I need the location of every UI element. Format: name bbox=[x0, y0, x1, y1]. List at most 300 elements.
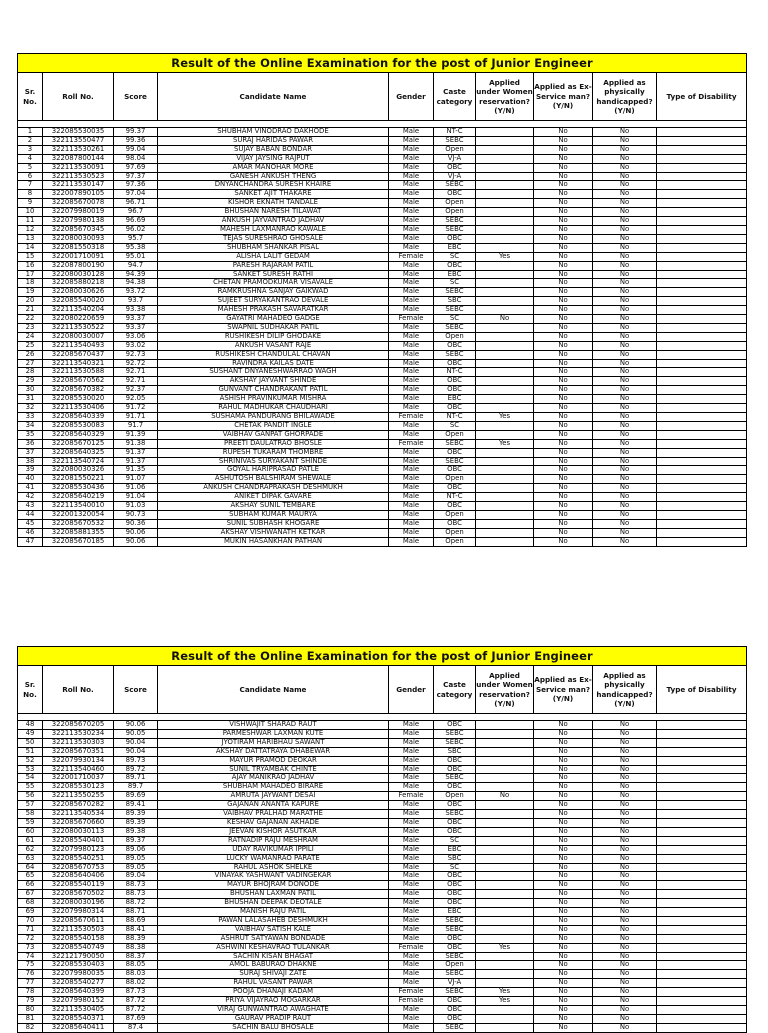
cell-sr-no: 60 bbox=[18, 827, 43, 836]
table-row bbox=[18, 172, 747, 181]
cell-exservice: No bbox=[534, 359, 593, 368]
cell-disability bbox=[657, 145, 747, 154]
cell-score: 88.73 bbox=[114, 881, 158, 890]
cell-sr-no: 15 bbox=[18, 252, 43, 261]
cell-candidate-name: MAHESH LAXMANRAO KAWALE bbox=[158, 225, 389, 234]
cell-gender: Male bbox=[389, 510, 434, 519]
cell-exservice: No bbox=[534, 190, 593, 199]
cell-exservice: No bbox=[534, 943, 593, 952]
cell-disability bbox=[657, 1014, 747, 1023]
cell-ph: No bbox=[593, 261, 657, 270]
cell-roll-no: 322085540371 bbox=[43, 1014, 114, 1023]
col-header-score: Score bbox=[114, 73, 158, 121]
cell-women bbox=[476, 872, 534, 881]
cell-gender: Male bbox=[389, 297, 434, 306]
cell-ph: No bbox=[593, 818, 657, 827]
cell-women bbox=[476, 404, 534, 413]
cell-women: No bbox=[476, 792, 534, 801]
cell-sr-no: 34 bbox=[18, 421, 43, 430]
cell-gender: Male bbox=[389, 729, 434, 738]
cell-score: 87.4 bbox=[114, 1023, 158, 1032]
cell-disability bbox=[657, 332, 747, 341]
cell-candidate-name: JYOTIRAM HARIBHAU SAWANT bbox=[158, 738, 389, 747]
cell-gender: Male bbox=[389, 854, 434, 863]
cell-women bbox=[476, 502, 534, 511]
cell-exservice: No bbox=[534, 208, 593, 217]
cell-candidate-name: RAHUL VASANT PAWAR bbox=[158, 979, 389, 988]
table-row bbox=[18, 181, 747, 190]
cell-women bbox=[476, 836, 534, 845]
cell-roll-no: 322079980123 bbox=[43, 845, 114, 854]
cell-disability bbox=[657, 872, 747, 881]
table-row bbox=[18, 1006, 747, 1015]
cell-gender: Male bbox=[389, 721, 434, 730]
cell-ph: No bbox=[593, 738, 657, 747]
cell-women bbox=[476, 747, 534, 756]
cell-candidate-name: PARMESHWAR LAXMAN KUTE bbox=[158, 729, 389, 738]
cell-caste: SEBC bbox=[434, 439, 476, 448]
cell-ph: No bbox=[593, 377, 657, 386]
col-header-ph: Applied as physically handicapped? (Y/N) bbox=[593, 666, 657, 714]
cell-gender: Male bbox=[389, 350, 434, 359]
cell-ph: No bbox=[593, 243, 657, 252]
cell-candidate-name: RUPESH TUKARAM THOMBRE bbox=[158, 448, 389, 457]
cell-disability bbox=[657, 377, 747, 386]
cell-ph: No bbox=[593, 439, 657, 448]
col-header-sr-no: Sr. No. bbox=[18, 73, 43, 121]
table-row bbox=[18, 502, 747, 511]
cell-candidate-name: SURAJ HARIDAS PAWAR bbox=[158, 136, 389, 145]
cell-gender: Male bbox=[389, 519, 434, 528]
cell-gender: Male bbox=[389, 765, 434, 774]
cell-roll-no: 322001710037 bbox=[43, 774, 114, 783]
cell-disability bbox=[657, 979, 747, 988]
cell-women: Yes bbox=[476, 439, 534, 448]
cell-caste: OBC bbox=[434, 801, 476, 810]
cell-exservice: No bbox=[534, 404, 593, 413]
cell-women bbox=[476, 368, 534, 377]
cell-ph: No bbox=[593, 332, 657, 341]
cell-sr-no: 50 bbox=[18, 738, 43, 747]
cell-exservice: No bbox=[534, 252, 593, 261]
table-row bbox=[18, 261, 747, 270]
cell-ph: No bbox=[593, 234, 657, 243]
cell-caste: OBC bbox=[434, 377, 476, 386]
cell-caste: OBC bbox=[434, 890, 476, 899]
cell-women bbox=[476, 261, 534, 270]
cell-women bbox=[476, 181, 534, 190]
cell-candidate-name: POOJA DHANAJI KADAM bbox=[158, 988, 389, 997]
cell-gender: Male bbox=[389, 199, 434, 208]
cell-sr-no: 76 bbox=[18, 970, 43, 979]
table-row bbox=[18, 315, 747, 324]
cell-caste: NT-C bbox=[434, 128, 476, 137]
col-header-women: Applied under Women reservation? (Y/N) bbox=[476, 666, 534, 714]
cell-caste: Open bbox=[434, 208, 476, 217]
cell-disability bbox=[657, 890, 747, 899]
cell-sr-no: 6 bbox=[18, 172, 43, 181]
cell-women bbox=[476, 729, 534, 738]
cell-caste: OBC bbox=[434, 943, 476, 952]
cell-roll-no: 322080220659 bbox=[43, 315, 114, 324]
cell-exservice: No bbox=[534, 448, 593, 457]
cell-disability bbox=[657, 756, 747, 765]
cell-score: 89.41 bbox=[114, 801, 158, 810]
cell-gender: Male bbox=[389, 154, 434, 163]
table-row bbox=[18, 934, 747, 943]
table-row bbox=[18, 430, 747, 439]
cell-women: Yes bbox=[476, 988, 534, 997]
col-header-exservice: Applied as Ex-Service man? (Y/N) bbox=[534, 73, 593, 121]
cell-caste: VJ-A bbox=[434, 172, 476, 181]
table-row bbox=[18, 729, 747, 738]
cell-disability bbox=[657, 439, 747, 448]
cell-sr-no: 32 bbox=[18, 404, 43, 413]
cell-caste: VJ-A bbox=[434, 979, 476, 988]
cell-roll-no: 322085670532 bbox=[43, 519, 114, 528]
cell-gender: Male bbox=[389, 190, 434, 199]
cell-roll-no: 322085670611 bbox=[43, 916, 114, 925]
cell-women: Yes bbox=[476, 413, 534, 422]
cell-exservice: No bbox=[534, 323, 593, 332]
cell-gender: Male bbox=[389, 466, 434, 475]
cell-women bbox=[476, 279, 534, 288]
cell-ph: No bbox=[593, 225, 657, 234]
cell-sr-no: 51 bbox=[18, 747, 43, 756]
col-header-candidate-name: Candidate Name bbox=[158, 666, 389, 714]
cell-candidate-name: AKSHAY JAYVANT SHINDE bbox=[158, 377, 389, 386]
cell-candidate-name: SUBHAM KUMAR MAURYA bbox=[158, 510, 389, 519]
cell-gender: Male bbox=[389, 916, 434, 925]
table-row bbox=[18, 774, 747, 783]
cell-exservice: No bbox=[534, 756, 593, 765]
cell-roll-no: 322113540724 bbox=[43, 457, 114, 466]
cell-gender: Male bbox=[389, 774, 434, 783]
cell-caste: SEBC bbox=[434, 810, 476, 819]
table-row bbox=[18, 863, 747, 872]
cell-sr-no: 39 bbox=[18, 466, 43, 475]
cell-women bbox=[476, 801, 534, 810]
table-row bbox=[18, 961, 747, 970]
cell-caste: SEBC bbox=[434, 729, 476, 738]
cell-roll-no: 322085640325 bbox=[43, 448, 114, 457]
cell-roll-no: 322085670345 bbox=[43, 225, 114, 234]
cell-roll-no: 322085540401 bbox=[43, 836, 114, 845]
cell-sr-no: 64 bbox=[18, 863, 43, 872]
cell-disability bbox=[657, 899, 747, 908]
cell-gender: Male bbox=[389, 952, 434, 961]
cell-score: 88.72 bbox=[114, 899, 158, 908]
cell-score: 89.7 bbox=[114, 783, 158, 792]
cell-disability bbox=[657, 818, 747, 827]
cell-roll-no: 322085530436 bbox=[43, 484, 114, 493]
table-row bbox=[18, 836, 747, 845]
cell-exservice: No bbox=[534, 306, 593, 315]
cell-disability bbox=[657, 457, 747, 466]
cell-sr-no: 80 bbox=[18, 1006, 43, 1015]
cell-sr-no: 66 bbox=[18, 881, 43, 890]
cell-sr-no: 70 bbox=[18, 916, 43, 925]
cell-caste: SC bbox=[434, 836, 476, 845]
cell-ph: No bbox=[593, 297, 657, 306]
cell-candidate-name: CHETAK PANDIT INGLE bbox=[158, 421, 389, 430]
cell-caste: OBC bbox=[434, 234, 476, 243]
cell-sr-no: 72 bbox=[18, 934, 43, 943]
cell-sr-no: 53 bbox=[18, 765, 43, 774]
cell-roll-no: 322080030196 bbox=[43, 899, 114, 908]
cell-exservice: No bbox=[534, 961, 593, 970]
col-header-caste: Caste category bbox=[434, 73, 476, 121]
col-header-candidate-name: Candidate Name bbox=[158, 73, 389, 121]
cell-roll-no: 322080030007 bbox=[43, 332, 114, 341]
cell-caste: OBC bbox=[434, 163, 476, 172]
cell-women bbox=[476, 359, 534, 368]
cell-roll-no: 322113540493 bbox=[43, 341, 114, 350]
cell-sr-no: 1 bbox=[18, 128, 43, 137]
cell-exservice: No bbox=[534, 377, 593, 386]
cell-score: 94.39 bbox=[114, 270, 158, 279]
cell-roll-no: 322121790050 bbox=[43, 952, 114, 961]
cell-women bbox=[476, 1023, 534, 1032]
cell-exservice: No bbox=[534, 457, 593, 466]
cell-women bbox=[476, 448, 534, 457]
cell-women: Yes bbox=[476, 252, 534, 261]
cell-sr-no: 5 bbox=[18, 163, 43, 172]
cell-caste: OBC bbox=[434, 359, 476, 368]
cell-caste: SEBC bbox=[434, 1023, 476, 1032]
cell-women: No bbox=[476, 315, 534, 324]
cell-caste: SEBC bbox=[434, 970, 476, 979]
cell-sr-no: 24 bbox=[18, 332, 43, 341]
cell-disability bbox=[657, 765, 747, 774]
cell-women bbox=[476, 145, 534, 154]
cell-caste: OBC bbox=[434, 765, 476, 774]
cell-caste: OBC bbox=[434, 484, 476, 493]
cell-women bbox=[476, 519, 534, 528]
cell-caste: SEBC bbox=[434, 952, 476, 961]
cell-roll-no: 322113540460 bbox=[43, 765, 114, 774]
cell-score: 89.06 bbox=[114, 845, 158, 854]
cell-sr-no: 79 bbox=[18, 997, 43, 1006]
cell-exservice: No bbox=[534, 243, 593, 252]
cell-exservice: No bbox=[534, 145, 593, 154]
cell-score: 96.71 bbox=[114, 199, 158, 208]
table-row bbox=[18, 288, 747, 297]
cell-caste: SEBC bbox=[434, 916, 476, 925]
cell-score: 91.37 bbox=[114, 457, 158, 466]
cell-women bbox=[476, 934, 534, 943]
cell-ph: No bbox=[593, 484, 657, 493]
cell-sr-no: 58 bbox=[18, 810, 43, 819]
table-row bbox=[18, 537, 747, 546]
cell-gender: Male bbox=[389, 528, 434, 537]
cell-sr-no: 37 bbox=[18, 448, 43, 457]
cell-women bbox=[476, 1006, 534, 1015]
cell-caste: OBC bbox=[434, 1014, 476, 1023]
cell-candidate-name: BHUSHAN DEEPAK DEOTALE bbox=[158, 899, 389, 908]
cell-candidate-name: RAMKRUSHNA SANJAY GAIKWAD bbox=[158, 288, 389, 297]
cell-gender: Male bbox=[389, 136, 434, 145]
cell-caste: SEBC bbox=[434, 181, 476, 190]
cell-gender: Female bbox=[389, 252, 434, 261]
cell-candidate-name: SANKET AJIT THAKARE bbox=[158, 190, 389, 199]
col-header-exservice: Applied as Ex-Service man? (Y/N) bbox=[534, 666, 593, 714]
cell-disability bbox=[657, 916, 747, 925]
cell-ph: No bbox=[593, 288, 657, 297]
cell-roll-no: 322085530123 bbox=[43, 783, 114, 792]
cell-sr-no: 10 bbox=[18, 208, 43, 217]
cell-exservice: No bbox=[534, 421, 593, 430]
cell-women bbox=[476, 890, 534, 899]
cell-women bbox=[476, 952, 534, 961]
cell-disability bbox=[657, 493, 747, 502]
cell-roll-no: 322085530403 bbox=[43, 961, 114, 970]
cell-disability bbox=[657, 721, 747, 730]
cell-roll-no: 322001320054 bbox=[43, 510, 114, 519]
cell-disability bbox=[657, 323, 747, 332]
cell-gender: Male bbox=[389, 747, 434, 756]
cell-caste: EBC bbox=[434, 395, 476, 404]
cell-score: 95.38 bbox=[114, 243, 158, 252]
cell-disability bbox=[657, 1006, 747, 1015]
cell-candidate-name: GANESH ANKUSH THENG bbox=[158, 172, 389, 181]
table-row bbox=[18, 145, 747, 154]
cell-exservice: No bbox=[534, 747, 593, 756]
cell-disability bbox=[657, 413, 747, 422]
cell-roll-no: 322079980035 bbox=[43, 970, 114, 979]
cell-ph: No bbox=[593, 457, 657, 466]
table-row bbox=[18, 510, 747, 519]
cell-candidate-name: GAJANAN ANANTA KAPURE bbox=[158, 801, 389, 810]
cell-exservice: No bbox=[534, 413, 593, 422]
cell-caste: EBC bbox=[434, 270, 476, 279]
cell-ph: No bbox=[593, 765, 657, 774]
cell-candidate-name: SHUBHAM SHANKAR PISAL bbox=[158, 243, 389, 252]
cell-score: 92.37 bbox=[114, 386, 158, 395]
cell-score: 93.06 bbox=[114, 332, 158, 341]
cell-roll-no: 322113530303 bbox=[43, 738, 114, 747]
cell-exservice: No bbox=[534, 439, 593, 448]
cell-disability bbox=[657, 484, 747, 493]
cell-women bbox=[476, 899, 534, 908]
cell-score: 91.03 bbox=[114, 502, 158, 511]
cell-caste: OBC bbox=[434, 404, 476, 413]
cell-score: 88.73 bbox=[114, 890, 158, 899]
cell-caste: SEBC bbox=[434, 457, 476, 466]
cell-score: 88.38 bbox=[114, 943, 158, 952]
cell-ph: No bbox=[593, 979, 657, 988]
cell-sr-no: 42 bbox=[18, 493, 43, 502]
cell-caste: OBC bbox=[434, 818, 476, 827]
cell-sr-no: 52 bbox=[18, 756, 43, 765]
cell-roll-no: 322085880218 bbox=[43, 279, 114, 288]
cell-candidate-name: ASHRUT SATYAWAN BONDADE bbox=[158, 934, 389, 943]
table-row bbox=[18, 413, 747, 422]
cell-women bbox=[476, 395, 534, 404]
cell-exservice: No bbox=[534, 721, 593, 730]
cell-women bbox=[476, 172, 534, 181]
cell-sr-no: 49 bbox=[18, 729, 43, 738]
cell-caste: OBC bbox=[434, 721, 476, 730]
cell-gender: Male bbox=[389, 430, 434, 439]
cell-women bbox=[476, 243, 534, 252]
cell-exservice: No bbox=[534, 128, 593, 137]
cell-candidate-name: AMAR MANOHAR MORE bbox=[158, 163, 389, 172]
cell-candidate-name: SHRINIVAS SURYAKANT SHINDE bbox=[158, 457, 389, 466]
cell-ph: No bbox=[593, 252, 657, 261]
cell-roll-no: 322085540277 bbox=[43, 979, 114, 988]
cell-disability bbox=[657, 854, 747, 863]
cell-roll-no: 322087800190 bbox=[43, 261, 114, 270]
table-row bbox=[18, 783, 747, 792]
cell-ph: No bbox=[593, 510, 657, 519]
cell-gender: Male bbox=[389, 332, 434, 341]
cell-ph: No bbox=[593, 908, 657, 917]
table-row bbox=[18, 128, 747, 137]
cell-exservice: No bbox=[534, 1014, 593, 1023]
cell-score: 88.39 bbox=[114, 934, 158, 943]
cell-caste: SEBC bbox=[434, 136, 476, 145]
cell-caste: SC bbox=[434, 252, 476, 261]
cell-women bbox=[476, 493, 534, 502]
cell-gender: Male bbox=[389, 323, 434, 332]
table-row bbox=[18, 270, 747, 279]
cell-score: 89.37 bbox=[114, 836, 158, 845]
cell-ph: No bbox=[593, 306, 657, 315]
cell-disability bbox=[657, 881, 747, 890]
cell-sr-no: 18 bbox=[18, 279, 43, 288]
cell-caste: SC bbox=[434, 315, 476, 324]
cell-women: Yes bbox=[476, 997, 534, 1006]
cell-score: 89.39 bbox=[114, 818, 158, 827]
cell-exservice: No bbox=[534, 890, 593, 899]
cell-exservice: No bbox=[534, 872, 593, 881]
cell-disability bbox=[657, 430, 747, 439]
cell-roll-no: 322079930134 bbox=[43, 756, 114, 765]
table-row bbox=[18, 1023, 747, 1032]
cell-ph: No bbox=[593, 323, 657, 332]
cell-candidate-name: SANKET SURESH RATHI bbox=[158, 270, 389, 279]
cell-disability bbox=[657, 163, 747, 172]
cell-exservice: No bbox=[534, 519, 593, 528]
table-body-1 bbox=[18, 128, 747, 547]
cell-candidate-name: VISHWAJIT SHARAD RAUT bbox=[158, 721, 389, 730]
cell-score: 95.01 bbox=[114, 252, 158, 261]
cell-ph: No bbox=[593, 190, 657, 199]
cell-roll-no: 322113530234 bbox=[43, 729, 114, 738]
col-header-caste: Caste category bbox=[434, 666, 476, 714]
cell-ph: No bbox=[593, 386, 657, 395]
cell-sr-no: 28 bbox=[18, 368, 43, 377]
cell-score: 90.73 bbox=[114, 510, 158, 519]
cell-exservice: No bbox=[534, 510, 593, 519]
cell-candidate-name: SUJAY BABAN BONDAR bbox=[158, 145, 389, 154]
cell-ph: No bbox=[593, 925, 657, 934]
cell-ph: No bbox=[593, 792, 657, 801]
cell-exservice: No bbox=[534, 475, 593, 484]
cell-women bbox=[476, 154, 534, 163]
cell-candidate-name: MUKIN HASANKHAN PATHAN bbox=[158, 537, 389, 546]
cell-gender: Male bbox=[389, 863, 434, 872]
cell-roll-no: 322113530588 bbox=[43, 368, 114, 377]
result-sheet-2 bbox=[17, 646, 746, 1033]
cell-women bbox=[476, 466, 534, 475]
cell-exservice: No bbox=[534, 908, 593, 917]
cell-women bbox=[476, 881, 534, 890]
cell-disability bbox=[657, 729, 747, 738]
table-row bbox=[18, 908, 747, 917]
table-row bbox=[18, 818, 747, 827]
